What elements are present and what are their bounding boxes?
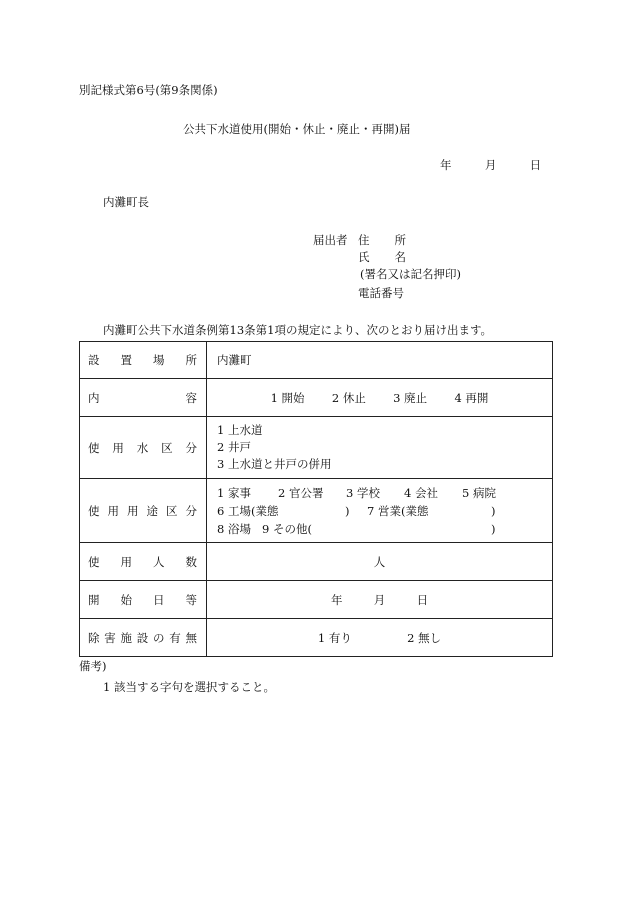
name-label: 氏 名: [358, 250, 406, 264]
removal-facility-label: 除 害 施 設 の 有 無: [80, 619, 207, 657]
usage-option-hospital[interactable]: 5 病院: [462, 485, 496, 500]
intro-text: 内灘町公共下水道条例第13条第1項の規定により、次のとおり届け出ます。: [103, 323, 493, 337]
removal-facility-options[interactable]: [207, 619, 553, 657]
usage-option-school[interactable]: 3 学校: [346, 485, 380, 500]
row-content: [80, 379, 553, 417]
water-source-label: 使 用 水 区 分: [80, 417, 207, 479]
phone-label: 電話番号: [358, 286, 404, 300]
row-usage-type: [80, 479, 553, 543]
content-option-resume[interactable]: 4 再開: [454, 390, 489, 405]
usage-option-business[interactable]: 7 営業(業態: [367, 503, 429, 518]
applicant-label: 届出者: [313, 233, 348, 247]
content-options[interactable]: [207, 379, 553, 417]
content-option-pause[interactable]: 2 休止: [331, 390, 366, 405]
date-day: 日: [529, 158, 542, 172]
usage-line-3: 8 浴場 9 その他( ): [217, 521, 496, 536]
start-date-value[interactable]: 年 月 日: [207, 581, 553, 619]
usage-option-factory[interactable]: 6 工場(業態: [217, 503, 279, 518]
usage-type-options[interactable]: [207, 479, 553, 543]
row-users: [80, 543, 553, 581]
application-table: [79, 341, 553, 657]
seal-note: (署名又は記名押印): [360, 267, 461, 281]
usage-option-household[interactable]: 1 家事: [217, 485, 251, 500]
removal-option-yes[interactable]: 1 有り: [317, 630, 352, 645]
notes-heading: 備考): [79, 659, 107, 673]
water-option-both[interactable]: 3 上水道と井戸の併用: [217, 457, 332, 471]
removal-option-no[interactable]: 2 無し: [407, 630, 442, 645]
users-label: 使 用 人 数: [80, 543, 207, 581]
users-value[interactable]: 人: [207, 543, 553, 581]
usage-option-government[interactable]: 2 官公署: [278, 485, 324, 500]
date-month: 月: [484, 158, 497, 172]
water-option-city[interactable]: 1 上水道: [217, 423, 263, 437]
addressee: 内灘町長: [103, 195, 149, 209]
usage-line-2: 6 工場(業態 ) 7 営業(業態 ): [217, 503, 496, 518]
date-year: 年: [440, 158, 452, 172]
usage-line-1: [217, 484, 542, 502]
usage-option-bath[interactable]: 8 浴場: [217, 521, 251, 536]
address-label: 住 所: [358, 233, 406, 247]
location-label: 設 置 場 所: [80, 342, 207, 379]
content-option-start[interactable]: 1 開始: [270, 390, 305, 405]
form-title: 公共下水道使用(開始・休止・廃止・再開)届: [183, 122, 411, 136]
usage-option-company[interactable]: 4 会社: [404, 485, 438, 500]
note-item-1: 1 該当する字句を選択すること。: [103, 680, 275, 694]
row-start-date: [80, 581, 553, 619]
water-source-options[interactable]: [207, 417, 553, 479]
location-value[interactable]: 内灘町: [207, 342, 553, 379]
start-date-label: 開 始 日 等: [80, 581, 207, 619]
date-line: [440, 157, 541, 173]
usage-type-label: 使 用 用 途 区 分: [80, 479, 207, 543]
row-removal-facility: [80, 619, 553, 657]
row-water-source: [80, 417, 553, 479]
water-option-well[interactable]: 2 井戸: [217, 440, 251, 454]
form-number: 別記様式第6号(第9条関係): [79, 83, 218, 97]
usage-option-other[interactable]: 9 その他(: [262, 521, 312, 536]
content-option-abolish[interactable]: 3 廃止: [393, 390, 428, 405]
row-location: [80, 342, 553, 379]
content-label: 内 容: [80, 379, 207, 417]
